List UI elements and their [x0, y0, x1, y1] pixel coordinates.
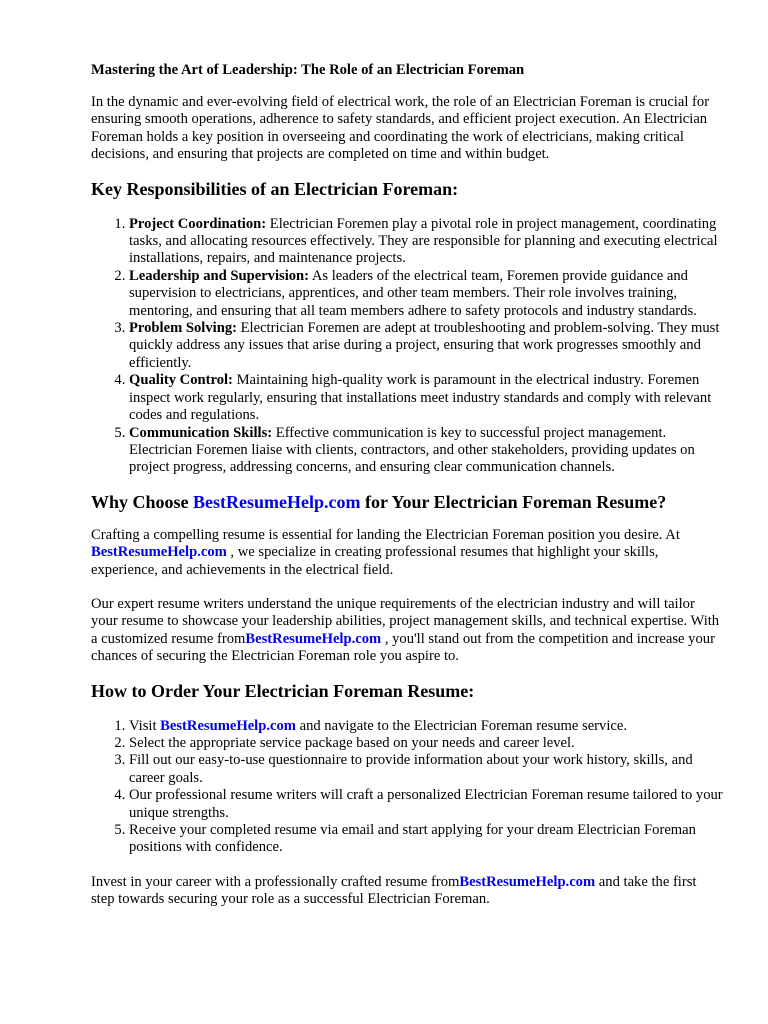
- why-paragraph-1: [91, 527, 723, 579]
- item-lead: Quality Control:: [129, 372, 233, 389]
- paragraph-text: Crafting a compelling resume is essential for landing the Electrician Foreman position you desire. At: [91, 526, 680, 543]
- list-item: [129, 372, 723, 424]
- order-steps-list: [91, 718, 723, 857]
- closing-paragraph: [91, 874, 723, 909]
- bestresumehelp-link[interactable]: BestResumeHelp.com: [245, 630, 382, 647]
- step-text: and navigate to the Electrician Foreman resume service.: [295, 717, 627, 734]
- paragraph-text: , you'll stand out from the competition and increase your chances of securing the Electrician Foreman role you aspire to.: [91, 630, 715, 665]
- item-lead: Leadership and Supervision:: [129, 267, 310, 284]
- paragraph-text: , we specialize in creating professional resumes that highlight your skills, experience, and achievements in the electrical field.: [91, 544, 659, 578]
- why-paragraph-2: [91, 596, 723, 666]
- responsibilities-list: [91, 216, 723, 477]
- heading-text: for Your Electrician Foreman Resume?: [360, 491, 667, 512]
- bestresumehelp-link[interactable]: BestResumeHelp.com: [91, 544, 227, 561]
- bestresumehelp-link[interactable]: BestResumeHelp.com: [459, 873, 596, 890]
- paragraph-text: and take the first step towards securing your role as a successful Electrician Foreman.: [91, 873, 697, 908]
- list-item: [129, 268, 723, 320]
- bestresumehelp-link[interactable]: BestResumeHelp.com: [193, 491, 361, 512]
- list-item: [129, 425, 723, 477]
- intro-paragraph: In the dynamic and ever-evolving field of electrical work, the role of an Electrician Foreman is crucial for ensuring smooth operations, adherence to safety standards, and efficient project execution. An Electrician Foreman holds a key position in overseeing and coordinating the work of electricians, making critical decisions, and ensuring that projects are completed on time and within budget.: [91, 94, 710, 163]
- item-text: Effective communication is key to successful project management. Electrician Foremen liaise with clients, contractors, and other stakeholders, providing updates on project progress, addressing concerns, and ensuring clear communication channels.: [129, 424, 695, 476]
- document-body: [91, 62, 723, 909]
- list-item: [129, 718, 723, 735]
- section-heading-why-choose: [91, 491, 723, 513]
- document-title: Mastering the Art of Leadership: The Role of an Electrician Foreman: [91, 62, 525, 78]
- item-text: Electrician Foremen play a pivotal role in project management, coordinating tasks, and allocating resources effectively. They are responsible for planning and executing electrical installations, repairs, and maintenance projects.: [129, 215, 718, 267]
- item-lead: Project Coordination:: [129, 215, 267, 232]
- item-text: As leaders of the electrical team, Foremen provide guidance and supervision to electricians, apprentices, and other team members. Their role involves training, mentoring, and ensuring that all team members adhere to safety protocols and industry standards.: [129, 267, 697, 319]
- paragraph-text: Invest in your career with a professionally crafted resume from: [91, 873, 460, 890]
- list-item: 3. Fill out our easy-to-use questionnaire to provide information about your work history, skills, and career goals.: [129, 752, 723, 787]
- step-text: Visit: [129, 717, 161, 734]
- list-item: 2. Select the appropriate service package based on your needs and career level.: [129, 735, 723, 752]
- section-heading-responsibilities: Key Responsibilities of an Electrician Foreman:: [91, 178, 459, 199]
- item-lead: Problem Solving:: [129, 320, 237, 337]
- item-text: Electrician Foremen are adept at troubleshooting and problem-solving. They must quickly address any issues that arise during a project, ensuring that work progresses smoothly and efficiently.: [129, 320, 720, 371]
- list-item: [129, 216, 723, 268]
- list-item: [129, 320, 723, 372]
- section-heading-how-to-order: How to Order Your Electrician Foreman Resume:: [91, 680, 475, 701]
- list-item: 4. Our professional resume writers will craft a personalized Electrician Foreman resume tailored to your unique strengths.: [129, 787, 723, 822]
- paragraph-text: Our expert resume writers understand the unique requirements of the electrician industry and will tailor your resume to showcase your leadership abilities, project management skills, and technical expertise. With a customized resume from: [91, 595, 720, 647]
- list-item: 5. Receive your completed resume via email and start applying for your dream Electrician Foreman positions with confidence.: [129, 822, 723, 857]
- item-text: Maintaining high-quality work is paramount in the electrical industry. Foremen inspect work regularly, ensuring that installations meet industry standards and comply with relevant codes and regulations.: [129, 372, 712, 424]
- item-lead: Communication Skills:: [129, 424, 273, 441]
- bestresumehelp-link[interactable]: BestResumeHelp.com: [160, 717, 296, 734]
- heading-text: Why Choose: [91, 491, 194, 512]
